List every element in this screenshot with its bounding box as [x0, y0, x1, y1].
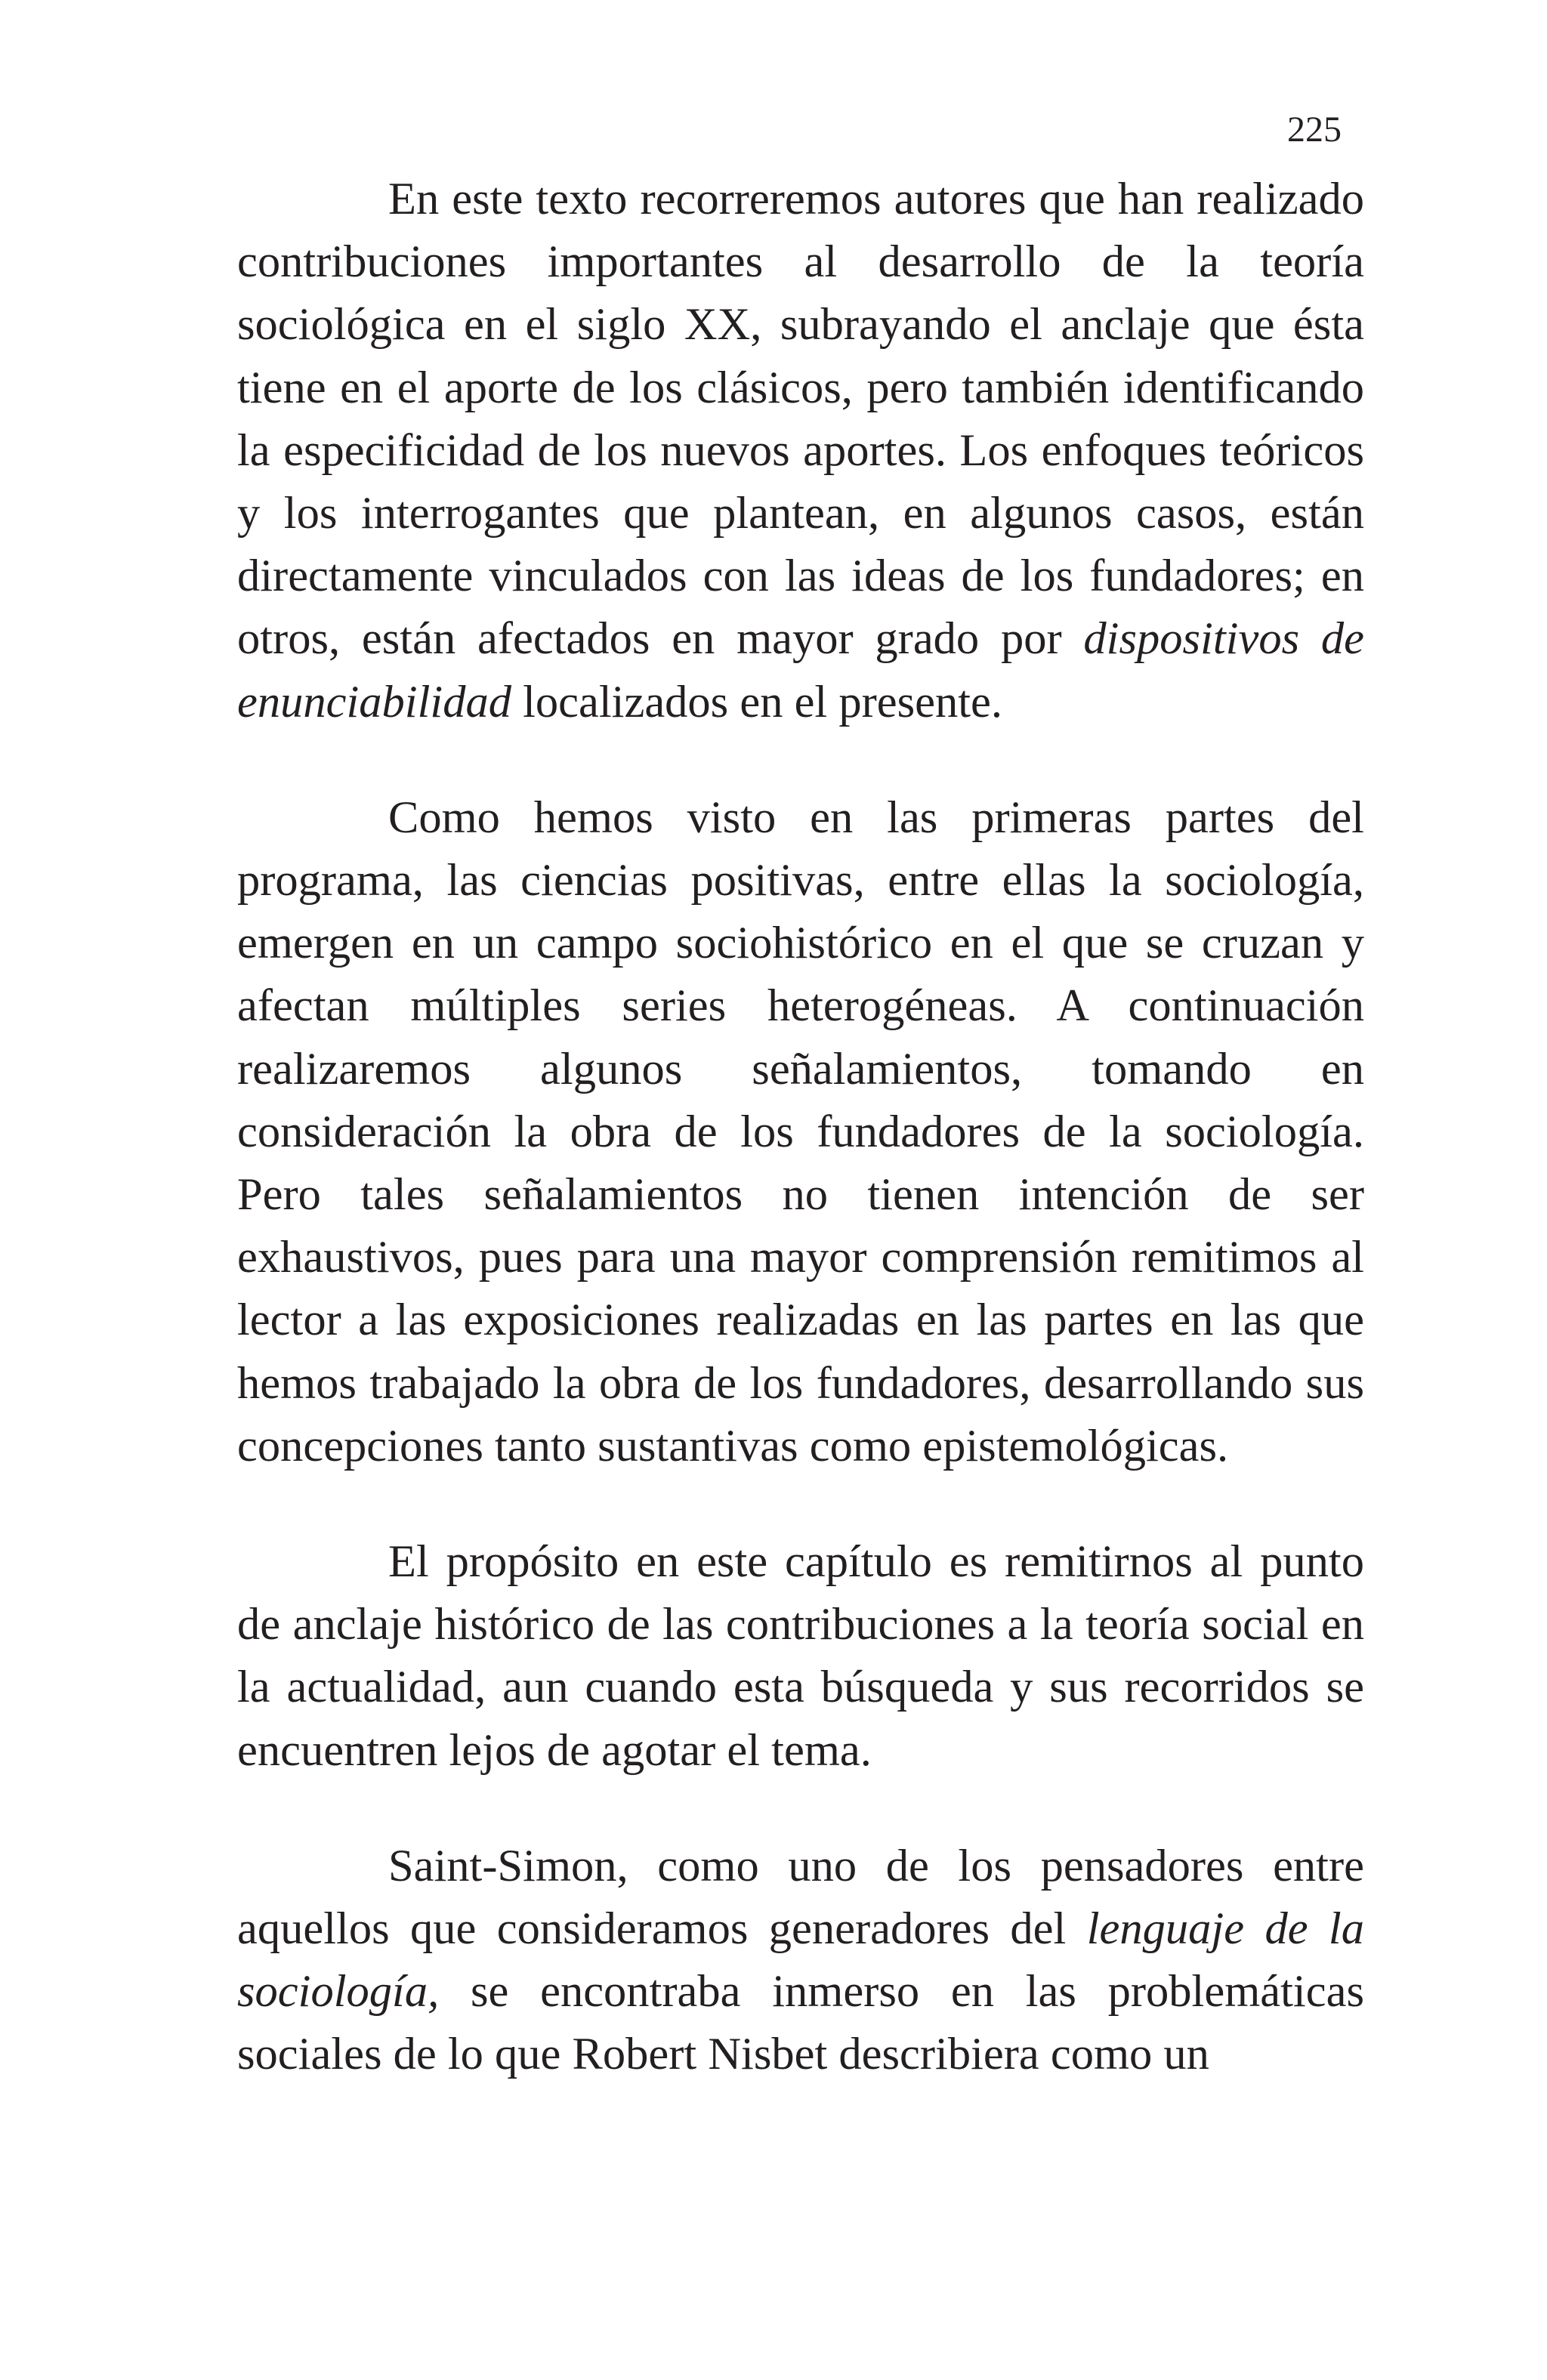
paragraph-1-text-end: localizados en el presente.	[511, 676, 1003, 727]
paragraph-4	[237, 1835, 1364, 2086]
paragraph-3: El propósito en este capítulo es remitirnos al punto de anclaje histórico de las contribuciones a la teoría social en la actualidad, aun cuando esta búsqueda y sus recorridos se encuentren lejos de agotar el tema.	[237, 1536, 1364, 1776]
paragraph-1	[237, 168, 1364, 733]
paragraph-4-italic-term: lenguaje de la sociología,	[237, 1903, 1364, 2017]
paragraph-2: Como hemos visto en las primeras partes del programa, las ciencias positivas, entre ellas la sociología, emergen en un campo sociohistórico en el que se cruzan y afectan múltiples series heterogéneas. A continuación realizaremos algunos señalamientos, tomando en consideración la obra de los fundadores de la sociología. Pero tales señalamientos no tienen intención de ser exhaustivos, pues para una mayor comprensión remitimos al lector a las exposiciones realizadas en las partes en las que hemos trabajado la obra de los fundadores, desarrollando sus concepciones tanto sustantivas como epistemológicas.	[237, 792, 1364, 1471]
paragraph-4-text-start: Saint-Simon, como uno de los pensadores entre aquellos que consideramos generadores del	[237, 1840, 1364, 1955]
body-text	[237, 168, 1364, 2086]
paragraph-1-italic-term: dispositivos de enunciabilidad	[237, 613, 1364, 727]
page-number: 225	[1287, 110, 1342, 150]
paragraph-1-text-start: En este texto recorreremos autores que han realizado contribuciones importantes al desarrollo de la teoría sociológica en el siglo XX, subrayando el anclaje que ésta tiene en el aporte de los clásicos, pero también identificando la especificidad de los nuevos aportes. Los enfoques teóricos y los interrogantes que plantean, en algunos casos, están directamente vinculados con las ideas de los fundadores; en otros, están afectados en mayor grado por	[237, 174, 1364, 665]
paragraph-4-text-end: se encontraba inmerso en las problemáticas sociales de lo que Robert Nisbet describiera como un	[237, 1966, 1364, 2080]
